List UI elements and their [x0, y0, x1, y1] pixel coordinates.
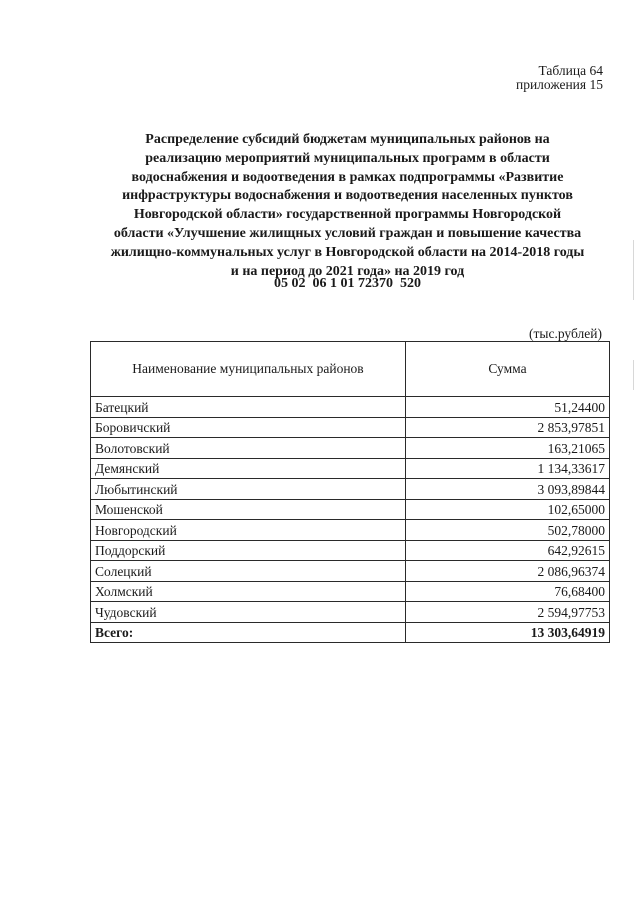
total-row	[91, 622, 610, 643]
title-line: жилищно-коммунальных услуг в Новгородской области на 2014-2018 годы	[110, 244, 585, 260]
district-name: Боровичский	[91, 417, 406, 438]
document-title	[80, 131, 615, 281]
subsidy-amount: 2 853,97851	[406, 417, 610, 438]
table-number: Таблица 64	[538, 63, 603, 78]
table-row	[91, 581, 610, 602]
subsidy-amount: 76,68400	[406, 581, 610, 602]
district-name: Батецкий	[91, 397, 406, 418]
table-row	[91, 479, 610, 500]
table-row	[91, 540, 610, 561]
district-name: Мошенской	[91, 499, 406, 520]
district-name: Холмский	[91, 581, 406, 602]
district-name: Новгородский	[91, 520, 406, 541]
subsidy-amount: 2 594,97753	[406, 602, 610, 623]
district-name: Солецкий	[91, 561, 406, 582]
table-row	[91, 561, 610, 582]
district-name: Волотовский	[91, 438, 406, 459]
district-name: Чудовский	[91, 602, 406, 623]
table-row	[91, 417, 610, 438]
total-label: Всего:	[91, 622, 406, 643]
title-line: области «Улучшение жилищных условий граждан и повышение качества	[113, 225, 582, 241]
column-header-name: Наименование муниципальных районов	[91, 342, 406, 397]
table-header-row	[91, 342, 610, 397]
title-line: Новгородской области» государственной программы Новгородской	[133, 207, 562, 223]
table-row	[91, 438, 610, 459]
subsidy-table	[90, 341, 610, 643]
table-row	[91, 458, 610, 479]
table-row	[91, 499, 610, 520]
column-header-amount: Сумма	[406, 342, 610, 397]
title-line: реализацию мероприятий муниципальных программ в области	[145, 150, 550, 166]
subsidy-amount: 3 093,89844	[406, 479, 610, 500]
district-name: Любытинский	[91, 479, 406, 500]
units-label: (тыс.рублей)	[529, 326, 602, 341]
scan-artifact	[633, 360, 634, 390]
district-name: Поддорский	[91, 540, 406, 561]
appendix-number: приложения 15	[515, 77, 603, 92]
title-line: Распределение субсидий бюджетам муниципальных районов на	[145, 132, 550, 147]
district-name: Демянский	[91, 458, 406, 479]
subsidy-amount: 1 134,33617	[406, 458, 610, 479]
total-amount: 13 303,64919	[406, 622, 610, 643]
scan-artifact	[633, 240, 634, 300]
subsidy-amount: 502,78000	[406, 520, 610, 541]
budget-classification-code: 05 02 06 1 01 72370 520	[274, 276, 421, 291]
subsidy-amount: 642,92615	[406, 540, 610, 561]
title-line: и на период до 2021 года» на 2019 год	[230, 263, 465, 279]
table-row	[91, 520, 610, 541]
subsidy-amount: 163,21065	[406, 438, 610, 459]
title-line: водоснабжения и водоотведения в рамках подпрограммы «Развитие	[131, 169, 564, 185]
table-row	[91, 397, 610, 418]
appendix-reference	[516, 64, 603, 92]
title-line: инфраструктуры водоснабжения и водоотведения населенных пунктов	[122, 188, 573, 204]
table-row	[91, 602, 610, 623]
subsidy-amount: 102,65000	[406, 499, 610, 520]
subsidy-amount: 2 086,96374	[406, 561, 610, 582]
subsidy-amount: 51,24400	[406, 397, 610, 418]
